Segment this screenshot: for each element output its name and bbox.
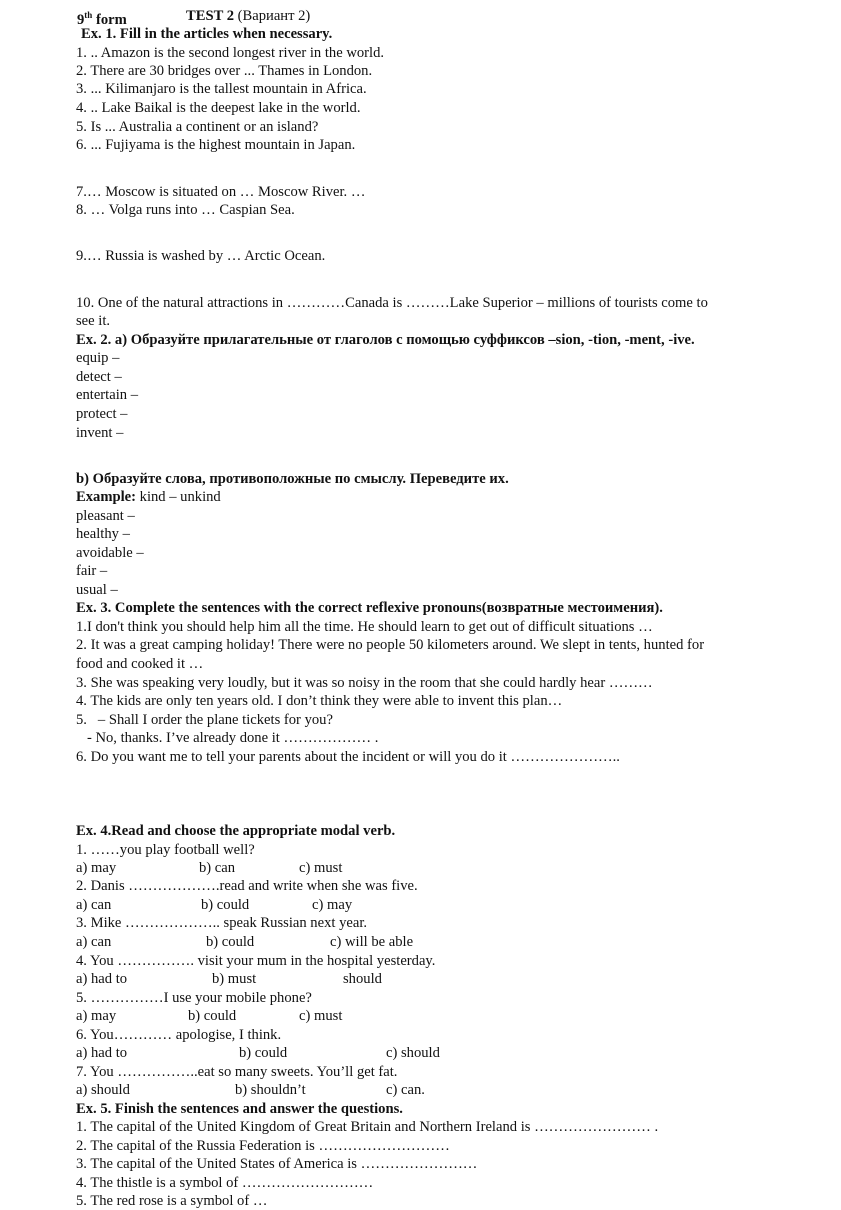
ex2b-example: Example: kind – unkind [76,489,221,505]
ex1-item-5: 5. Is ... Australia a continent or an island? [76,119,319,135]
ex3-item-1: 1.I don't think you should help him all the time. He should learn to get out of difficult situations … [76,619,653,635]
ex4-q5-option-c: c) must [299,1008,343,1024]
ex4-question-1: 1. ……you play football well? [76,842,255,858]
ex4-title: Ex. 4.Read and choose the appropriate modal verb. [76,823,396,839]
ex4-question-2: 2. Danis ……………….read and write when she was five. [76,878,418,894]
ex2b-item-3: avoidable – [76,545,144,561]
ex4-question-6: 6. You………… apologise, I think. [76,1027,282,1043]
ex4-q4-option-c: should [343,971,382,987]
test-variant: (Вариант 2) [234,8,311,24]
ex5-item-4: 4. The thistle is a symbol of ……………………… [76,1175,374,1191]
ex2a-item-1: equip – [76,350,120,366]
ex1-item-8: 8. … Volga runs into … Caspian Sea. [76,202,295,218]
ex3-item-2-cont: food and cooked it … [76,656,204,672]
ex2b-item-2: healthy – [76,526,130,542]
ex2b-title: b) Образуйте слова, противоположные по смыслу. Переведите их. [76,471,509,487]
ex4-q4-option-b: b) must [212,971,257,987]
ex1-item-7: 7.… Moscow is situated on … Moscow River. … [76,184,366,200]
ex4-q6-option-c: c) should [386,1045,440,1061]
ex4-q7-option-c: c) can. [386,1082,425,1098]
ex1-title: Ex. 1. Fill in the articles when necessary. [81,26,333,42]
ex3-item-2: 2. It was a great camping holiday! There were no people 50 kilometers around. We slept in tents, hunted for [76,637,705,653]
ex4-question-4: 4. You ……………. visit your mum in the hospital yesterday. [76,953,436,969]
ex4-q2-option-a: a) can [76,897,112,913]
ex5-item-2: 2. The capital of the Russia Federation is ……………………… [76,1138,450,1154]
ex3-title: Ex. 3. Complete the sentences with the correct reflexive pronouns(возвратные местоимения). [76,600,663,616]
ex5-item-5: 5. The red rose is a symbol of … [76,1193,268,1209]
ex4-q2-option-b: b) could [201,897,250,913]
ex1-item-1: 1. .. Amazon is the second longest river in the world. [76,45,385,61]
ex4-q6-option-b: b) could [239,1045,288,1061]
ex1-item-4: 4. .. Lake Baikal is the deepest lake in the world. [76,100,361,116]
ex4-q1-option-b: b) can [199,860,236,876]
ex2a-item-2: detect – [76,369,122,385]
ex2b-item-1: pleasant – [76,508,135,524]
ex4-q3-option-a: a) can [76,934,112,950]
ex4-question-5: 5. ……………I use your mobile phone? [76,990,312,1006]
ex2a-item-5: invent – [76,425,124,441]
ex2a-title: Ex. 2. а) Образуйте прилагательные от глаголов с помощью суффиксов –sion, -tion, -ment, -ive. [76,332,695,348]
ex4-q7-option-a: a) should [76,1082,130,1098]
ex4-q1-option-a: a) may [76,860,117,876]
ex5-title: Ex. 5. Finish the sentences and answer the questions. [76,1101,403,1117]
ex4-q2-option-c: c) may [312,897,353,913]
ex1-item-3: 3. ... Kilimanjaro is the tallest mountain in Africa. [76,81,367,97]
ex1-item-2: 2. There are 30 bridges over ... Thames in London. [76,63,373,79]
ex4-q1-option-c: c) must [299,860,343,876]
ex4-q7-option-b: b) shouldn’t [235,1082,306,1098]
ex5-item-3: 3. The capital of the United States of America is …………………… [76,1156,478,1172]
grade-label: 9th form [77,10,127,28]
ex4-q6-option-a: a) had to [76,1045,128,1061]
ex3-item-5: 5. – Shall I order the plane tickets for you? [76,712,333,728]
ex1-item-9: 9.… Russia is washed by … Arctic Ocean. [76,248,326,264]
ex5-item-1: 1. The capital of the United Kingdom of Great Britain and Northern Ireland is …………………… . [76,1119,659,1135]
ex3-item-5-reply: - No, thanks. I’ve already done it ……………… . [76,730,379,746]
ex2a-item-3: entertain – [76,387,138,403]
ex4-question-3: 3. Mike ……………….. speak Russian next year. [76,915,368,931]
test-title: TEST 2 (Вариант 2) [186,8,311,24]
ex3-item-6: 6. Do you want me to tell your parents about the incident or will you do it ………………….. [76,749,620,765]
ex1-item-6: 6. ... Fujiyama is the highest mountain in Japan. [76,137,356,153]
ex4-q3-option-c: c) will be able [330,934,414,950]
ex2a-item-4: protect – [76,406,128,422]
ex4-question-7: 7. You ……………..eat so many sweets. You’ll get fat. [76,1064,398,1080]
ex2b-item-4: fair – [76,563,108,579]
ex3-item-4: 4. The kids are only ten years old. I don’t think they were able to invent this plan… [76,693,563,709]
ex3-item-3: 3. She was speaking very loudly, but it was so noisy in the room that she could hardly hear ……… [76,675,653,691]
ex4-q5-option-a: a) may [76,1008,117,1024]
ex4-q3-option-b: b) could [206,934,255,950]
ex2b-item-5: usual – [76,582,118,598]
ex1-item-10-cont: see it. [76,313,111,329]
ex4-q4-option-a: a) had to [76,971,128,987]
ex4-q5-option-b: b) could [188,1008,237,1024]
ex1-item-10: 10. One of the natural attractions in …………Canada is ………Lake Superior – millions of tourists come to [76,295,708,311]
